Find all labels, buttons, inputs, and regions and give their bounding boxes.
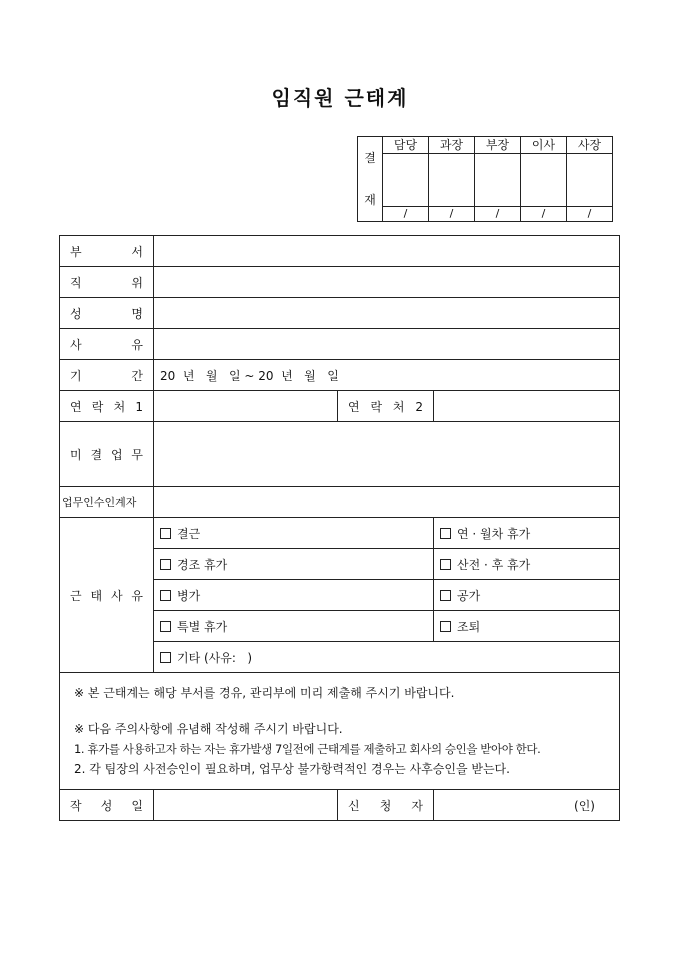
- handover-label: 업무인수인계자: [60, 487, 154, 518]
- option-special-leave[interactable]: 특별 휴가: [154, 611, 434, 642]
- note-rule-1: 1. 휴가를 사용하고자 하는 자는 휴가발생 7일전에 근태계를 제출하고 회사의 승인을 받아야 한다.: [74, 742, 541, 756]
- pending-work-label: 미 결 업 무: [60, 422, 154, 487]
- approval-sign-director[interactable]: [475, 154, 521, 206]
- note-caution: ※ 다음 주의사항에 유념해 작성해 주시기 바랍니다.: [74, 722, 343, 736]
- contact1-label: 연 락 처 1: [60, 391, 154, 422]
- option-absence[interactable]: 결근: [154, 518, 434, 549]
- approval-date-president[interactable]: /: [567, 206, 613, 221]
- form-title: 임직원 근태계: [271, 86, 409, 110]
- approval-sign-executive[interactable]: [521, 154, 567, 206]
- checkbox-icon[interactable]: [160, 528, 171, 539]
- approval-sign-manager[interactable]: [429, 154, 475, 206]
- period-field[interactable]: 20 년 월 일 ~ 20 년 월 일: [154, 360, 620, 391]
- note-submit: ※ 본 근태계는 해당 부서를 경유, 관리부에 미리 제출해 주시기 바랍니다.: [74, 686, 455, 700]
- approval-box: [357, 136, 613, 222]
- checkbox-icon[interactable]: [160, 621, 171, 632]
- applicant-field[interactable]: [434, 790, 620, 821]
- dept-field[interactable]: [154, 236, 620, 267]
- reason-field[interactable]: [154, 329, 620, 360]
- written-date-field[interactable]: [154, 790, 338, 821]
- checkbox-icon[interactable]: [440, 528, 451, 539]
- option-early-leave[interactable]: 조퇴: [434, 611, 620, 642]
- written-date-label: 작 성 일: [60, 790, 154, 821]
- contact1-field[interactable]: [154, 391, 338, 422]
- dept-label: 부 서: [60, 236, 154, 267]
- approval-date-manager[interactable]: /: [429, 206, 475, 221]
- option-sick-leave[interactable]: 병가: [154, 580, 434, 611]
- approval-sign-president[interactable]: [567, 154, 613, 206]
- contact2-label: 연 락 처 2: [338, 391, 434, 422]
- checkbox-icon[interactable]: [160, 590, 171, 601]
- notes-section: [60, 673, 620, 790]
- approval-sign-staff[interactable]: [383, 154, 429, 206]
- option-maternity-leave[interactable]: 산전 · 후 휴가: [434, 549, 620, 580]
- checkbox-icon[interactable]: [440, 590, 451, 601]
- handover-field[interactable]: [154, 487, 620, 518]
- option-annual-leave[interactable]: 연 · 월차 휴가: [434, 518, 620, 549]
- approval-header-staff: 담당: [383, 137, 429, 154]
- note-rule-2: 2. 각 팀장의 사전승인이 필요하며, 업무상 불가항력적인 경우는 사후승인을 받는다.: [74, 762, 510, 776]
- seal-mark: (인): [574, 798, 595, 813]
- position-label: 직 위: [60, 267, 154, 298]
- approval-header-executive: 이사: [521, 137, 567, 154]
- reason-label: 사 유: [60, 329, 154, 360]
- checkbox-icon[interactable]: [440, 621, 451, 632]
- pending-work-field[interactable]: [154, 422, 620, 487]
- attendance-reason-label: 근 태 사 유: [60, 518, 154, 673]
- checkbox-icon[interactable]: [160, 559, 171, 570]
- applicant-label: 신 청 자: [338, 790, 434, 821]
- option-other[interactable]: 기타 (사유: ): [154, 642, 620, 673]
- approval-date-executive[interactable]: /: [521, 206, 567, 221]
- approval-header-manager: 과장: [429, 137, 475, 154]
- position-field[interactable]: [154, 267, 620, 298]
- option-official-leave[interactable]: 공가: [434, 580, 620, 611]
- name-label: 성 명: [60, 298, 154, 329]
- approval-header-director: 부장: [475, 137, 521, 154]
- checkbox-icon[interactable]: [160, 652, 171, 663]
- option-family-event-leave[interactable]: 경조 휴가: [154, 549, 434, 580]
- approval-date-staff[interactable]: /: [383, 206, 429, 221]
- approval-date-director[interactable]: /: [475, 206, 521, 221]
- name-field[interactable]: [154, 298, 620, 329]
- contact2-field[interactable]: [434, 391, 620, 422]
- checkbox-icon[interactable]: [440, 559, 451, 570]
- approval-side-label: 결 재: [358, 137, 383, 222]
- approval-header-president: 사장: [567, 137, 613, 154]
- period-label: 기 간: [60, 360, 154, 391]
- attendance-form: [59, 235, 620, 821]
